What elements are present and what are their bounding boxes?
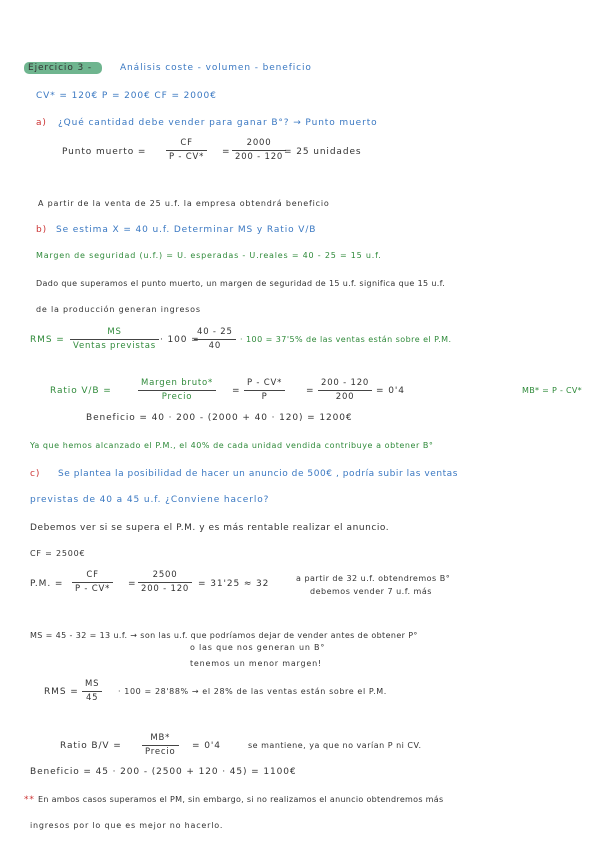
- pm2-result: = 31'25 ≈ 32: [198, 579, 270, 589]
- ratio-den-3: 200: [335, 392, 355, 402]
- ms2-line: MS = 45 - 32 = 13 u.f. → son las u.f. que podríamos dejar de vender antes de obtener P°: [30, 631, 418, 640]
- rms-fraction: [70, 327, 159, 352]
- pm-numerator: CF: [180, 138, 193, 148]
- ratio-numerator: Margen bruto*: [141, 378, 214, 388]
- rms-num-value: 40 - 25: [197, 327, 233, 337]
- ratio2-numerator: MB*: [150, 733, 171, 743]
- pm2-num-value: 2500: [152, 570, 178, 580]
- rms2-fraction: [82, 679, 102, 704]
- rms-fraction-values: [194, 327, 236, 352]
- pm2-label: P.M. =: [30, 579, 64, 589]
- equals-sign: =: [128, 579, 137, 589]
- question-c-2: previstas de 40 a 45 u.f. ¿Conviene hacerlo?: [30, 495, 270, 505]
- ms-formula: Margen de seguridad (u.f.) = U. esperadas - U.reales = 40 - 25 = 15 u.f.: [36, 251, 382, 260]
- mb-note: MB* = P - CV*: [522, 386, 582, 395]
- final-mark: **: [24, 795, 35, 805]
- beneficio-2: Beneficio = 45 · 200 - (2500 + 120 · 45) = 1100€: [30, 767, 297, 777]
- ratio-num-3: 200 - 120: [321, 378, 370, 388]
- rms2-label: RMS =: [44, 687, 79, 697]
- ratio-label: Ratio V/B =: [50, 386, 112, 396]
- rms-result: · 100 = 37'5% de las ventas están sobre el P.M.: [240, 335, 452, 344]
- pm2-fraction-values: [138, 570, 192, 595]
- pm-explanation: A partir de la venta de 25 u.f. la empresa obtendrá beneficio: [38, 199, 330, 208]
- question-a-label: a): [36, 118, 47, 128]
- pm-fraction-values: [232, 138, 286, 163]
- question-b-label: b): [36, 225, 48, 235]
- ratio-denominator: Precio: [161, 392, 193, 402]
- equals-sign: =: [222, 147, 231, 157]
- pm2-den-value: 200 - 120: [141, 584, 190, 594]
- pm2-fraction: [72, 570, 113, 595]
- ratio2-denominator: Precio: [145, 747, 176, 757]
- rms-label: RMS =: [30, 335, 65, 345]
- question-b: Se estima X = 40 u.f. Determinar MS y Ratio V/B: [56, 225, 317, 235]
- rms-numerator: MS: [107, 327, 122, 337]
- pm-result: = 25 unidades: [284, 147, 362, 157]
- ms-explanation-2: de la producción generan ingresos: [36, 305, 201, 314]
- final-line-1: En ambos casos superamos el PM, sin embargo, si no realizamos el anuncio obtendremos más: [38, 795, 444, 804]
- ratio-fraction-2: [244, 378, 285, 403]
- ms2-line-3: tenemos un menor margen!: [190, 659, 322, 668]
- ms2-line-2: o las que nos generan un B°: [190, 643, 326, 652]
- rms-denominator: Ventas previstas: [73, 341, 156, 351]
- rms2-numerator: MS: [85, 679, 100, 689]
- c-explanation: Debemos ver si se supera el P.M. y es más rentable realizar el anuncio.: [30, 523, 390, 533]
- rms2-result: · 100 = 28'88% → el 28% de las ventas están sobre el P.M.: [118, 687, 387, 696]
- ratio-fraction: [138, 378, 216, 403]
- question-a: ¿Qué cantidad debe vender para ganar B°? → Punto muerto: [58, 118, 378, 128]
- cf-new: CF = 2500€: [30, 549, 86, 558]
- ratio2-label: Ratio B/V =: [60, 741, 122, 751]
- green-conclusion: Ya que hemos alcanzado el P.M., el 40% de cada unidad vendida contribuye a obtener B°: [30, 441, 434, 450]
- ratio2-note: se mantiene, ya que no varían P ni CV.: [248, 741, 422, 750]
- exercise-title: Análisis coste - volumen - beneficio: [120, 63, 312, 73]
- data-line: CV* = 120€ P = 200€ CF = 2000€: [36, 91, 217, 101]
- rms-multiplier: · 100 =: [160, 335, 200, 345]
- rms2-denominator: 45: [85, 693, 99, 703]
- pm-den-value: 200 - 120: [235, 152, 284, 162]
- pm-num-value: 2000: [246, 138, 272, 148]
- equals-sign: =: [306, 386, 315, 396]
- ratio2-fraction: [142, 733, 179, 758]
- ms-explanation-1: Dado que superamos el punto muerto, un margen de seguridad de 15 u.f. significa que 15 u.f.: [36, 279, 446, 288]
- pm2-numerator: CF: [86, 570, 99, 580]
- pm-fraction: [166, 138, 207, 163]
- final-line-2: ingresos por lo que es mejor no hacerlo.: [30, 821, 224, 830]
- pm2-denominator: P - CV*: [75, 584, 111, 594]
- rms-den-value: 40: [208, 341, 222, 351]
- equals-sign: =: [232, 386, 241, 396]
- pm-label: Punto muerto =: [62, 147, 147, 157]
- exercise-tag: Ejercicio 3 -: [28, 63, 93, 73]
- pm-denominator: P - CV*: [169, 152, 205, 162]
- ratio-result: = 0'4: [376, 386, 405, 396]
- ratio-fraction-3: [318, 378, 372, 403]
- ratio2-result: = 0'4: [192, 741, 221, 751]
- question-c-1: Se plantea la posibilidad de hacer un anuncio de 500€ , podría subir las ventas: [58, 469, 458, 479]
- pm2-note-2: debemos vender 7 u.f. más: [310, 587, 432, 596]
- beneficio-1: Beneficio = 40 · 200 - (2000 + 40 · 120) = 1200€: [86, 413, 353, 423]
- ratio-num-2: P - CV*: [247, 378, 283, 388]
- pm2-note-1: a partir de 32 u.f. obtendremos B°: [296, 574, 451, 583]
- question-c-label: c): [30, 469, 41, 479]
- ratio-den-2: P: [261, 392, 268, 402]
